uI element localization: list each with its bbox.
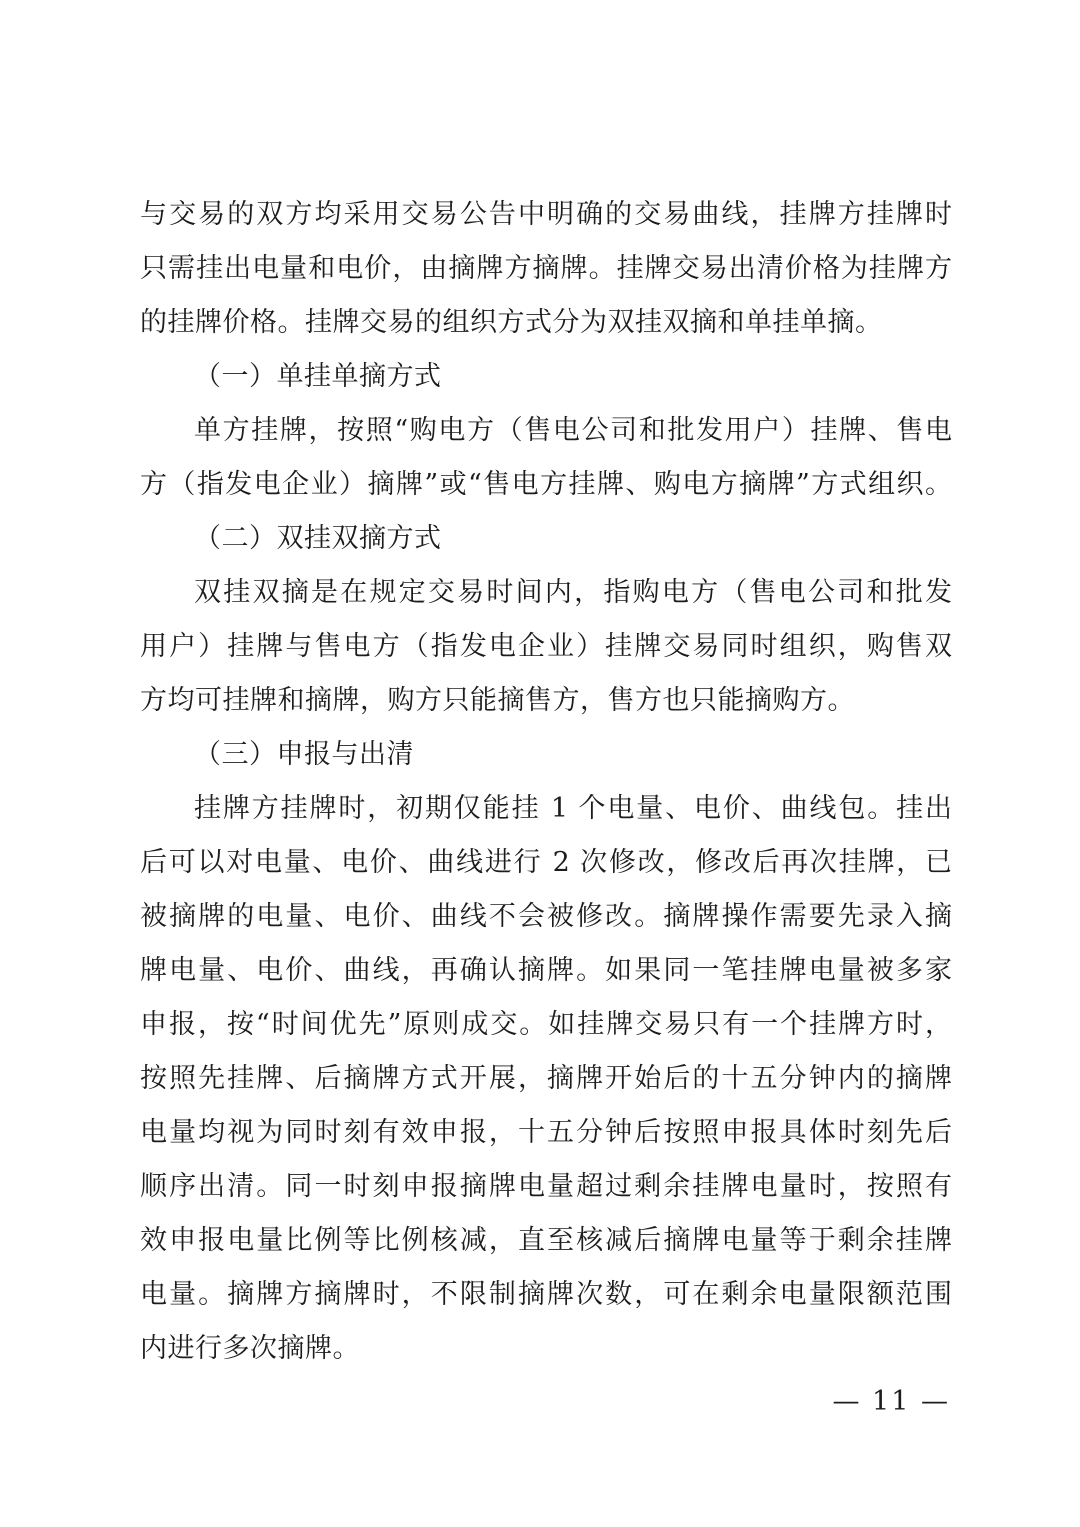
text-line: （一）单挂单摘方式 xyxy=(194,361,442,392)
text-line: （三）申报与出清 xyxy=(194,739,414,770)
text-line: 用户）挂牌与售电方（指发电企业）挂牌交易同时组织，购售双 xyxy=(140,631,952,662)
text-line: 双挂双摘是在规定交易时间内，指购电方（售电公司和批发 xyxy=(194,577,952,608)
text-line: 牌电量、电价、曲线，再确认摘牌。如果同一笔挂牌电量被多家 xyxy=(140,955,952,986)
text-line: 被摘牌的电量、电价、曲线不会被修改。摘牌操作需要先录入摘 xyxy=(140,901,952,932)
text-line: 内进行多次摘牌。 xyxy=(140,1333,360,1364)
text-line: （二）双挂双摘方式 xyxy=(194,523,442,554)
text-line: 效申报电量比例等比例核减，直至核减后摘牌电量等于剩余挂牌 xyxy=(140,1225,952,1256)
text-line: 的挂牌价格。挂牌交易的组织方式分为双挂双摘和单挂单摘。 xyxy=(140,307,883,338)
text-line: 按照先挂牌、后摘牌方式开展，摘牌开始后的十五分钟内的摘牌 xyxy=(140,1063,952,1094)
text-line: 单方挂牌，按照“购电方（售电公司和批发用户）挂牌、售电 xyxy=(194,415,952,446)
text-line: 方（指发电企业）摘牌”或“售电方挂牌、购电方摘牌”方式组织。 xyxy=(140,469,952,500)
text-line: 电量均视为同时刻有效申报，十五分钟后按照申报具体时刻先后 xyxy=(140,1117,952,1148)
page-number: — 11 — xyxy=(832,1386,950,1417)
text-line: 只需挂出电量和电价，由摘牌方摘牌。挂牌交易出清价格为挂牌方 xyxy=(140,253,952,284)
text-line: 申报，按“时间优先”原则成交。如挂牌交易只有一个挂牌方时， xyxy=(140,1009,952,1040)
text-line: 顺序出清。同一时刻申报摘牌电量超过剩余挂牌电量时，按照有 xyxy=(140,1171,952,1202)
text-line: 方均可挂牌和摘牌，购方只能摘售方，售方也只能摘购方。 xyxy=(140,685,855,716)
text-line: 与交易的双方均采用交易公告中明确的交易曲线，挂牌方挂牌时 xyxy=(140,199,952,230)
document-body xyxy=(140,188,952,1376)
text-line: 挂牌方挂牌时，初期仅能挂 1 个电量、电价、曲线包。挂出 xyxy=(194,793,952,824)
text-line: 后可以对电量、电价、曲线进行 2 次修改，修改后再次挂牌，已 xyxy=(140,847,952,878)
text-line: 电量。摘牌方摘牌时，不限制摘牌次数，可在剩余电量限额范围 xyxy=(140,1279,952,1310)
